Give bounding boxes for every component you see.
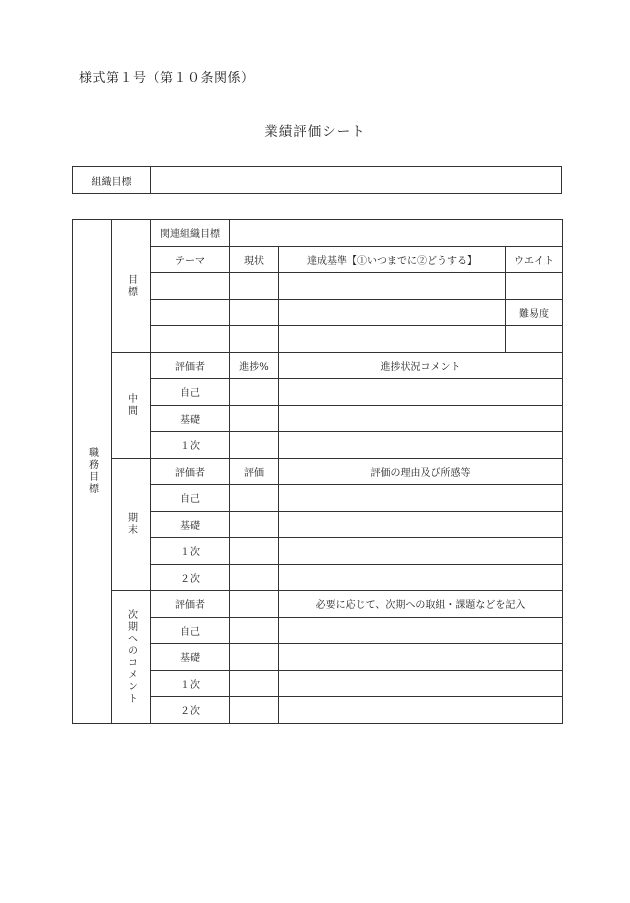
next-term-comment-cell[interactable] — [279, 617, 563, 644]
midterm-row-label: １次 — [151, 432, 230, 459]
next-term-comment-cell[interactable] — [279, 670, 563, 697]
midterm-row-label: 基礎 — [151, 405, 230, 432]
endterm-reason-cell[interactable] — [279, 511, 563, 538]
next-term-header-note: 必要に応じて、次期への取組・課題などを記入 — [279, 591, 563, 618]
related-org-goal-field[interactable] — [230, 220, 563, 247]
endterm-header-evaluator: 評価者 — [151, 458, 230, 485]
next-term-comment-cell[interactable] — [279, 644, 563, 671]
midterm-comment-cell[interactable] — [279, 432, 563, 459]
endterm-rating-cell[interactable] — [230, 538, 279, 565]
next-term-label: 次期へのコメント — [112, 591, 151, 724]
goals-header-criteria: 達成基準【①いつまでに②どうする】 — [279, 246, 506, 273]
goals-header-theme: テーマ — [151, 246, 230, 273]
org-goal-input[interactable] — [151, 167, 561, 193]
goal-status-cell[interactable] — [230, 273, 279, 300]
goal-criteria-cell[interactable] — [279, 273, 506, 300]
difficulty-label: 難易度 — [506, 299, 563, 326]
endterm-rating-cell[interactable] — [230, 511, 279, 538]
form-number: 様式第１号（第１０条関係） — [79, 71, 255, 86]
next-term-comment-cell[interactable] — [279, 697, 563, 724]
org-goal-label: 組織目標 — [73, 167, 151, 194]
endterm-row-label: 基礎 — [151, 511, 230, 538]
midterm-progress-cell[interactable] — [230, 379, 279, 406]
endterm-reason-cell[interactable] — [279, 564, 563, 591]
goal-status-cell[interactable] — [230, 299, 279, 326]
next-term-row-label: 自己 — [151, 617, 230, 644]
midterm-comment-cell[interactable] — [279, 405, 563, 432]
page-title: 業績評価シート — [264, 124, 366, 140]
goals-header-weight: ウエイト — [506, 246, 563, 273]
goal-criteria-cell[interactable] — [279, 299, 506, 326]
midterm-comment-cell[interactable] — [279, 379, 563, 406]
midterm-label: 中間 — [112, 352, 151, 458]
next-term-row-label: ２次 — [151, 697, 230, 724]
next-term-small-cell[interactable] — [230, 644, 279, 671]
goal-theme-cell[interactable] — [151, 273, 230, 300]
midterm-progress-cell[interactable] — [230, 432, 279, 459]
midterm-header-evaluator: 評価者 — [151, 352, 230, 379]
org-goal-field[interactable] — [151, 167, 562, 194]
next-term-row-label: １次 — [151, 670, 230, 697]
midterm-row-label: 自己 — [151, 379, 230, 406]
endterm-reason-cell[interactable] — [279, 538, 563, 565]
org-goal-table — [72, 166, 562, 194]
difficulty-cell[interactable] — [506, 326, 563, 353]
endterm-reason-cell[interactable] — [279, 485, 563, 512]
goal-status-cell[interactable] — [230, 326, 279, 353]
next-term-small-cell[interactable] — [230, 670, 279, 697]
goal-weight-cell[interactable] — [506, 273, 563, 300]
goals-header-status: 現状 — [230, 246, 279, 273]
next-term-small-cell[interactable] — [230, 617, 279, 644]
endterm-row-label: 自己 — [151, 485, 230, 512]
goal-theme-cell[interactable] — [151, 299, 230, 326]
next-term-header-evaluator: 評価者 — [151, 591, 230, 618]
goal-criteria-cell[interactable] — [279, 326, 506, 353]
endterm-rating-cell[interactable] — [230, 564, 279, 591]
next-term-row-label: 基礎 — [151, 644, 230, 671]
midterm-progress-cell[interactable] — [230, 405, 279, 432]
next-term-small-cell[interactable] — [230, 697, 279, 724]
midterm-header-comment: 進捗状況コメント — [279, 352, 563, 379]
endterm-header-rating: 評価 — [230, 458, 279, 485]
related-org-goal-label: 関連組織目標 — [151, 220, 230, 247]
endterm-label: 期末 — [112, 458, 151, 591]
midterm-header-progress: 進捗% — [230, 352, 279, 379]
endterm-rating-cell[interactable] — [230, 485, 279, 512]
section-label: 職務目標 — [73, 220, 112, 724]
endterm-row-label: ２次 — [151, 564, 230, 591]
evaluation-table — [72, 219, 563, 724]
next-term-header-blank — [230, 591, 279, 618]
goal-theme-cell[interactable] — [151, 326, 230, 353]
goals-label: 目標 — [112, 220, 151, 353]
endterm-row-label: １次 — [151, 538, 230, 565]
endterm-header-reason: 評価の理由及び所感等 — [279, 458, 563, 485]
